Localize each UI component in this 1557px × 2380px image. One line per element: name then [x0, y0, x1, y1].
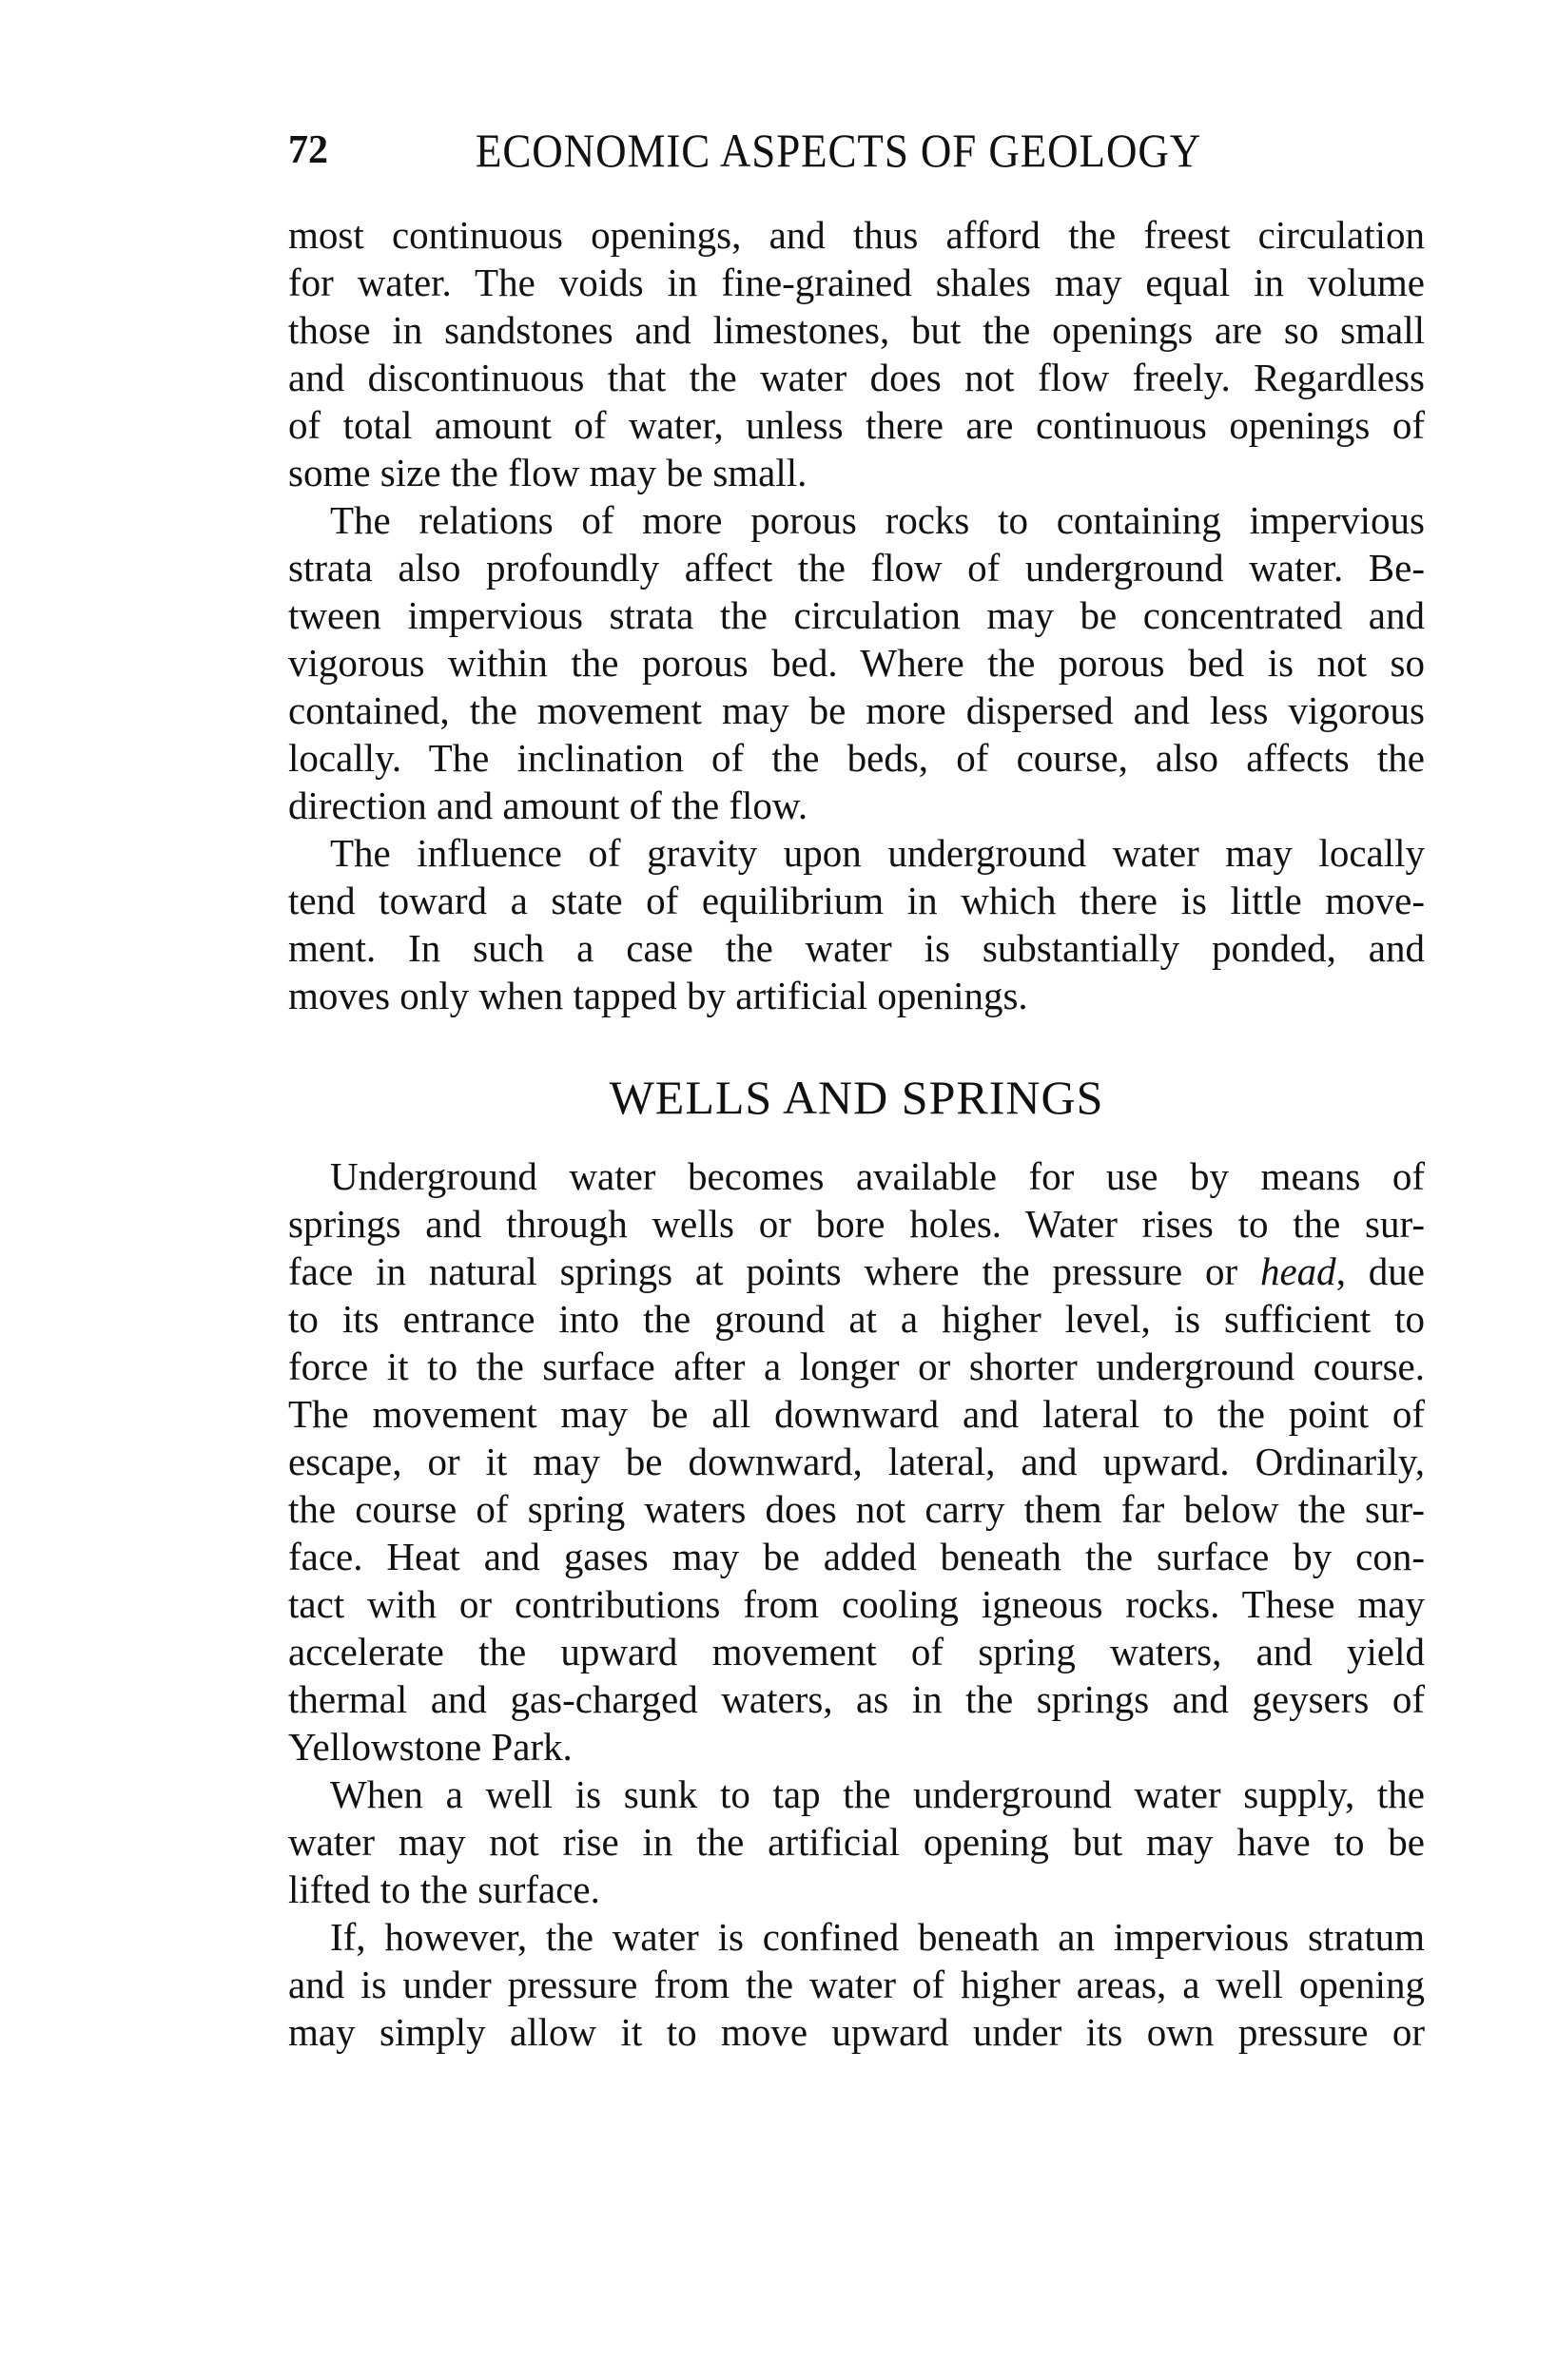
text-line: When a well is sunk to tap the underground water supply, the — [330, 1772, 1425, 1816]
text-line: locally. The inclination of the beds, of course, also affects the — [288, 736, 1425, 780]
text-line: If, however, the water is confined beneath an impervious stratum — [330, 1915, 1425, 1959]
text-line: may simply allow it to move upward under its own pressure or — [288, 2010, 1425, 2054]
text-line: to its entrance into the ground at a higher level, is sufficient to — [288, 1297, 1425, 1341]
text-line: for water. The voids in fine-grained shales may equal in volume — [288, 261, 1425, 304]
text-line: Yellowstone Park. — [288, 1725, 573, 1769]
text-line: and discontinuous that the water does not flow freely. Regardless — [288, 356, 1425, 399]
section-heading: WELLS AND SPRINGS — [609, 1071, 1104, 1124]
text-line: tween impervious strata the circulation may be concentrated and — [288, 593, 1425, 637]
text-line: The movement may be all downward and lateral to the point of — [288, 1392, 1425, 1436]
text-line: contained, the movement may be more dispersed and less vigorous — [288, 688, 1425, 732]
emphasized-term: head — [1259, 1249, 1336, 1293]
text-line: lifted to the surface. — [288, 1867, 600, 1911]
page-number: 72 — [288, 128, 328, 172]
text-line: face in natural springs at points where the pressure or head, due — [288, 1249, 1426, 1293]
text-line: most continuous openings, and thus afford the freest circulation — [288, 213, 1425, 257]
text-line: tact with or contributions from cooling igneous rocks. These may — [288, 1582, 1425, 1626]
text-line: moves only when tapped by artificial openings. — [288, 974, 1028, 1017]
paragraph — [288, 1770, 1425, 1913]
text-line: and is under pressure from the water of higher areas, a well opening — [288, 1963, 1425, 2006]
text-line: thermal and gas-charged waters, as in the springs and geysers of — [288, 1677, 1425, 1721]
text-line: face. Heat and gases may be added beneath the surface by con- — [288, 1535, 1425, 1578]
body-text-section-1 — [288, 211, 1425, 1019]
text-line: those in sandstones and limestones, but the openings are so small — [288, 308, 1425, 352]
text-line: tend toward a state of equilibrium in which there is little move- — [288, 879, 1425, 922]
paragraph — [288, 211, 1425, 496]
paragraph — [288, 1913, 1425, 2056]
text-line: water may not rise in the artificial opening but may have to be — [288, 1820, 1425, 1864]
text-line: vigorous within the porous bed. Where the porous bed is not so — [288, 641, 1425, 685]
text-line: ment. In such a case the water is substantially ponded, and — [288, 926, 1425, 970]
text-line: of total amount of water, unless there are continuous openings of — [288, 403, 1425, 447]
text-line: Underground water becomes available for use by means of — [330, 1154, 1425, 1198]
page-header — [288, 122, 1430, 179]
text-line: accelerate the upward movement of spring waters, and yield — [288, 1630, 1425, 1674]
text-line: the course of spring waters does not carry them far below the sur- — [288, 1487, 1425, 1531]
text-line: springs and through wells or bore holes. Water rises to the sur- — [288, 1202, 1425, 1246]
paragraph — [288, 829, 1425, 1019]
running-title: ECONOMIC ASPECTS OF GEOLOGY — [476, 124, 1202, 177]
paragraph — [288, 1152, 1425, 1770]
text-line: direction and amount of the flow. — [288, 784, 808, 827]
text-line: force it to the surface after a longer or shorter underground course. — [288, 1345, 1425, 1388]
text-line: escape, or it may be downward, lateral, and upward. Ordinarily, — [288, 1440, 1425, 1483]
text-line: some size the flow may be small. — [288, 451, 808, 494]
body-text-section-2 — [288, 1152, 1425, 2056]
paragraph — [288, 496, 1425, 829]
text-line: The influence of gravity upon underground water may locally — [330, 831, 1425, 875]
text-line: The relations of more porous rocks to containing impervious — [330, 498, 1425, 542]
text-line: strata also profoundly affect the flow of underground water. Be- — [288, 546, 1425, 590]
